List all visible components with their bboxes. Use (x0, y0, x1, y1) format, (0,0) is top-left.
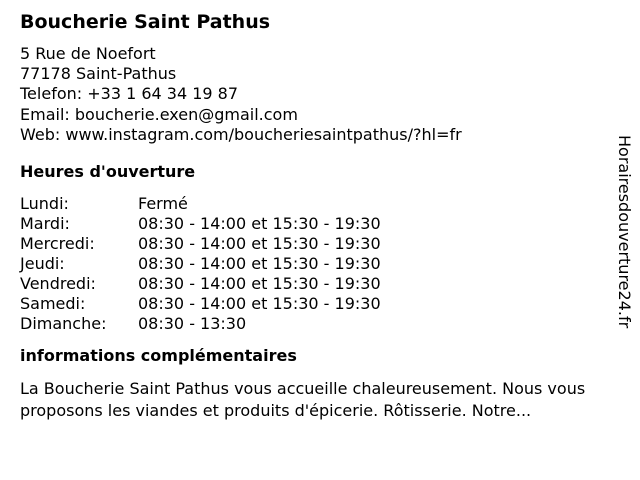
opening-time: 08:30 - 14:00 et 15:30 - 19:30 (138, 214, 381, 234)
hours-heading: Heures d'ouverture (20, 162, 196, 182)
day-label: Lundi: (20, 194, 69, 214)
hours-table (20, 194, 381, 334)
hours-row-wednesday (20, 234, 381, 254)
website-link[interactable]: Web: www.instagram.com/boucheriesaintpathus/?hl=fr (20, 124, 462, 144)
hours-row-saturday (20, 294, 381, 314)
day-label: Mercredi: (20, 234, 95, 254)
hours-row-friday (20, 274, 381, 294)
opening-time: 08:30 - 14:00 et 15:30 - 19:30 (138, 274, 381, 294)
info-description: La Boucherie Saint Pathus vous accueille chaleureusement. Nous vous proposons les viandes et produits d'épicerie. Rôtisserie. Notre... (20, 379, 586, 421)
opening-time: 08:30 - 14:00 et 15:30 - 19:30 (138, 234, 381, 254)
day-label: Vendredi: (20, 274, 96, 294)
info-heading: informations complémentaires (20, 346, 297, 366)
hours-row-tuesday (20, 214, 381, 234)
business-name: Boucherie Saint Pathus (20, 11, 271, 33)
opening-time: 08:30 - 13:30 (138, 314, 247, 334)
opening-time: 08:30 - 14:00 et 15:30 - 19:30 (138, 254, 381, 274)
hours-row-thursday (20, 254, 381, 274)
day-label: Samedi: (20, 294, 86, 314)
day-label: Jeudi: (20, 254, 65, 274)
business-card (20, 9, 610, 422)
watermark (612, 135, 636, 371)
hours-row-monday (20, 194, 381, 214)
email-address[interactable]: Email: boucherie.exen@gmail.com (20, 104, 298, 124)
day-label: Mardi: (20, 214, 70, 234)
street-address: 5 Rue de Noefort (20, 44, 156, 63)
watermark-text: Horairesdouverture24.fr (615, 135, 634, 329)
opening-time: 08:30 - 14:00 et 15:30 - 19:30 (138, 294, 381, 314)
hours-row-sunday (20, 314, 381, 334)
city-address: 77178 Saint-Pathus (20, 64, 177, 84)
contact-block (20, 44, 610, 145)
opening-time: Fermé (138, 194, 188, 214)
phone-number[interactable]: Telefon: +33 1 64 34 19 87 (20, 84, 239, 104)
day-label: Dimanche: (20, 314, 107, 334)
